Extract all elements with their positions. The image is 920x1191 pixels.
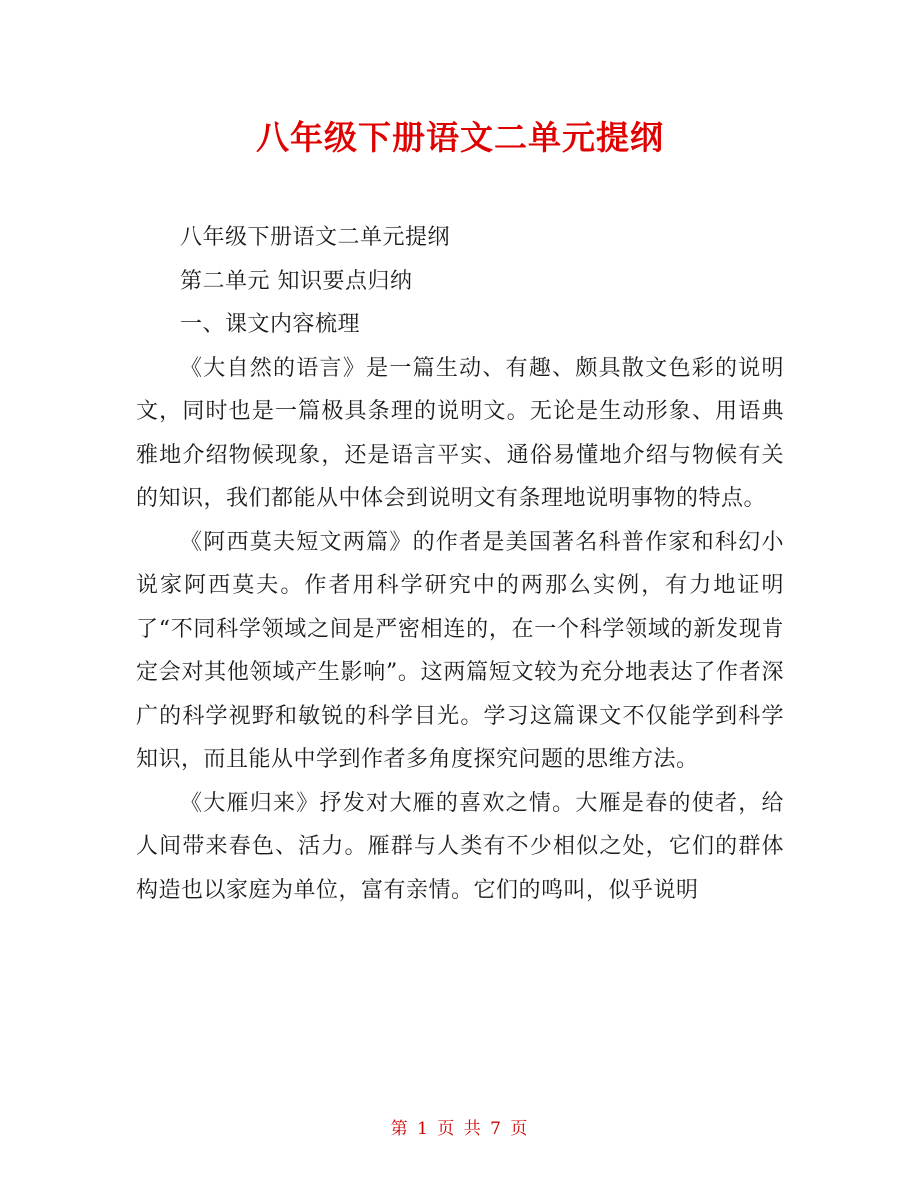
- paragraph-nature-language: 《大自然的语言》是一篇生动、有趣、颇具散文色彩的说明文，同时也是一篇极具条理的说明文。无论是生动形象、用语典雅地介绍物候现象，还是语言平实、通俗易懂地介绍与物候有关的知识，我们都能从中体会到说明文有条理地说明事物的特点。: [136, 355, 784, 511]
- paragraph-heading: 八年级下册语文二单元提纲: [180, 225, 451, 250]
- paragraph-section: 一、课文内容梳理: [180, 312, 361, 337]
- paragraph-geese: 《大雁归来》抒发对大雁的喜欢之情。大雁是春的使者，给人间带来春色、活力。雁群与人类有不少相似之处，它们的群体构造也以家庭为单位，富有亲情。它们的鸣叫，似乎说明: [136, 790, 784, 903]
- page-footer: 第 1 页 共 7 页: [390, 1119, 530, 1139]
- paragraph-asimov: 《阿西莫夫短文两篇》的作者是美国著名科普作家和科幻小说家阿西莫夫。作者用科学研究中的两那么实例，有力地证明了“不同科学领域之间是严密相连的，在一个科学领域的新发现肯定会对其他领域产生影响”。这两篇短文较为充分地表达了作者深广的科学视野和敏锐的科学目光。学习这篇课文不仅能学到科学知识，而且能从中学到作者多角度探究问题的思维方法。: [136, 529, 784, 772]
- paragraph-unit: 第二单元 知识要点归纳: [180, 268, 413, 294]
- document-title: 八年级下册语文二单元提纲: [256, 118, 664, 157]
- document-body: [136, 216, 784, 912]
